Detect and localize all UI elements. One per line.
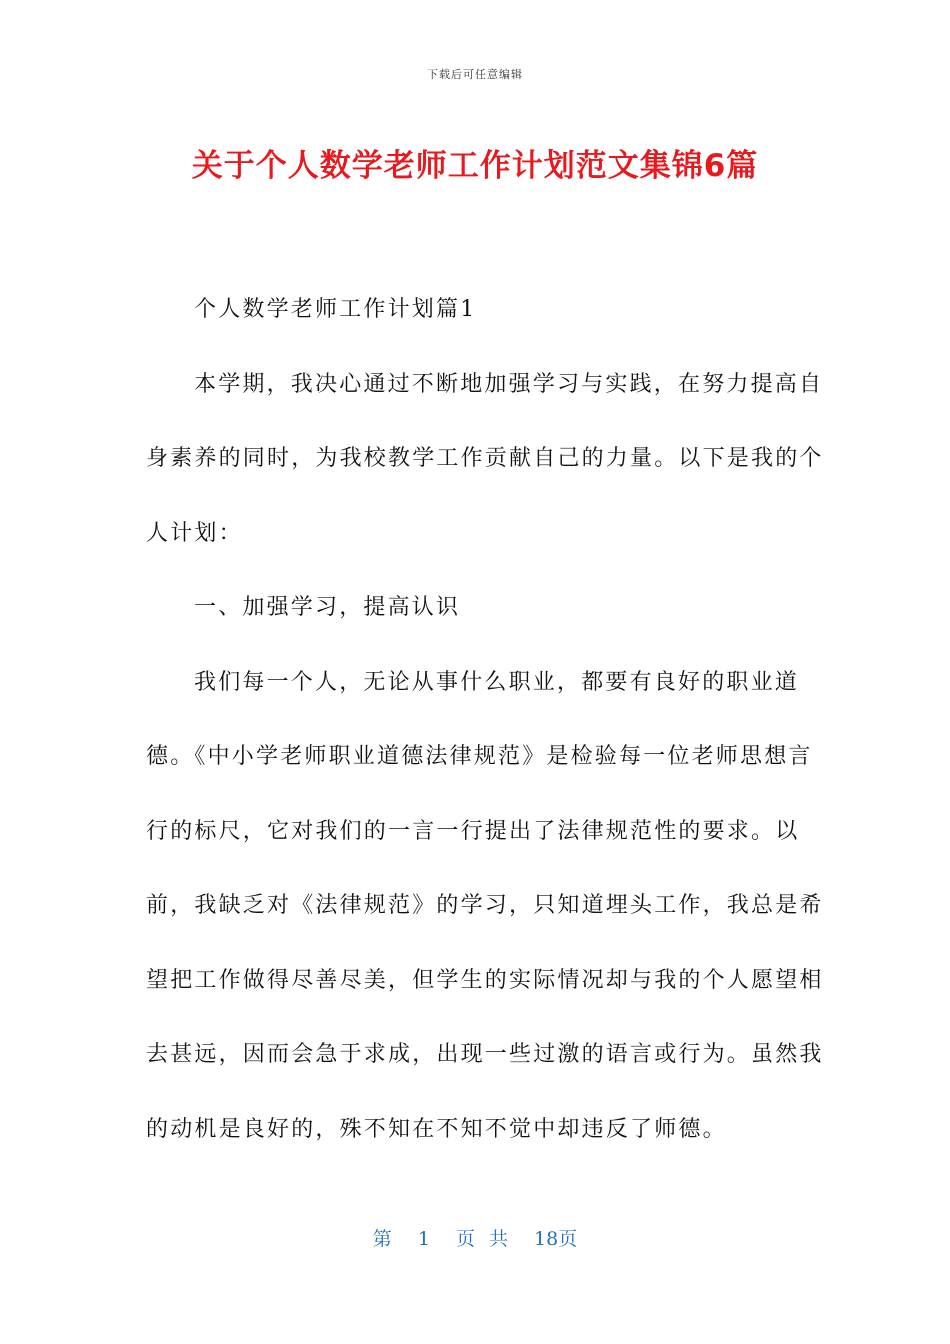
footer-prefix: 第: [372, 1228, 392, 1250]
header-note: 下载后可任意编辑: [427, 68, 523, 81]
document-body: [146, 273, 826, 1167]
body-paragraph: 我们每一个人，无论从事什么职业，都要有良好的职业道德。《中小学老师职业道德法律规范》是检验每一位老师思想言行的标尺，它对我们的一言一行提出了法律规范性的要求。以前，我缺乏对《法律规范》的学习，只知道埋头工作，我总是希望把工作做得尽善尽美，但学生的实际情况却与我的个人愿望相去甚远，因而会急于求成，出现一些过激的语言或行为。虽然我的动机是良好的，殊不知在不知不觉中却违反了师德。: [146, 669, 824, 1142]
document-title: 关于个人数学老师工作计划范文集锦6篇: [191, 148, 759, 184]
footer-total-pages: 18页: [534, 1228, 578, 1250]
intro-paragraph: 本学期，我决心通过不断地加强学习与实践，在努力提高自身素养的同时，为我校教学工作贡献自己的力量。以下是我的个人计划：: [146, 371, 824, 546]
section-heading: 个人数学老师工作计划篇1: [194, 297, 477, 322]
footer-current-page: 1: [417, 1228, 430, 1250]
page-footer: [0, 1224, 950, 1251]
subsection-heading: 一、加强学习，提高认识: [194, 595, 461, 620]
footer-middle: 页 共: [455, 1228, 508, 1250]
